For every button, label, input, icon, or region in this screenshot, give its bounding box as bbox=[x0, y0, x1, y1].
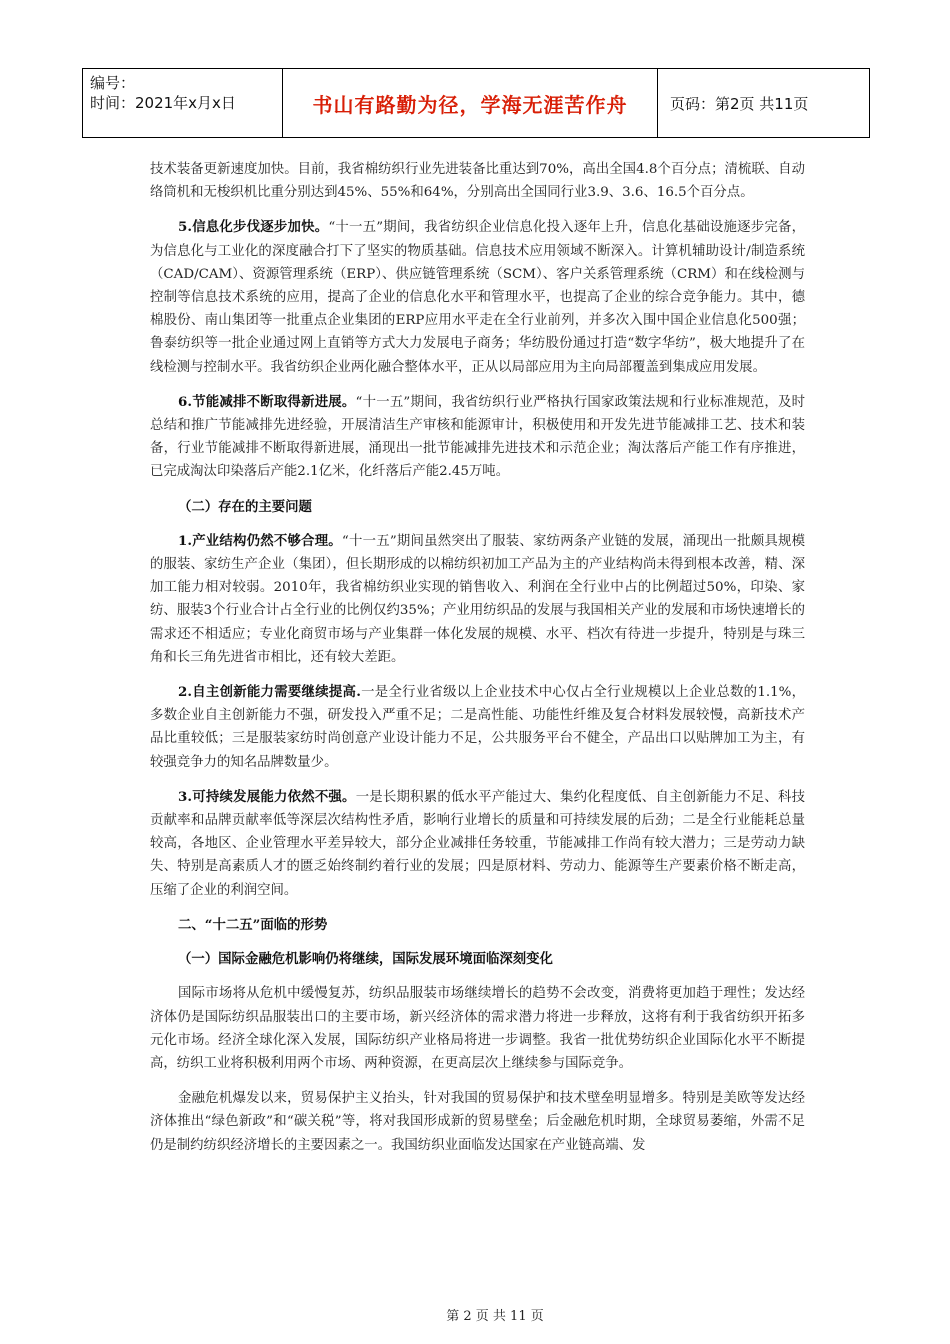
paragraph-structure bbox=[150, 530, 805, 669]
time-label: 时间：2021年x月x日 bbox=[90, 94, 236, 112]
paragraph-title: 6.节能减排不断取得新进展。 bbox=[178, 393, 356, 410]
paragraph-text: 一是全行业省级以上企业技术中心仅占全行业规模以上企业总数的1.1%，多数企业自主创新能力不强，研发投入严重不足；二是高性能、功能性纤维及复合材料发展较慢，高新技术产品比重较低；三是服装家纺时尚创意产业设计能力不足，公共服务平台不健全，产品出口以贴牌加工为主，有较强竞争力的知名品牌数量少。 bbox=[150, 685, 805, 770]
paragraph-text: “十一五”期间，我省纺织行业严格执行国家政策法规和行业标准规范，及时总结和推广节能减排先进经验，开展清洁生产审核和能源审计，积极使用和开发先进节能减排工艺、技术和装备，行业节能减排不断取得新进展，涌现出一批节能减排先进技术和示范企业；淘汰落后产能工作有序推进，已完成淘汰印染落后产能2.1亿米，化纤落后产能2.45万吨。 bbox=[150, 394, 805, 480]
motto: 书山有路勤为径，学海无涯苦作舟 bbox=[283, 69, 658, 137]
paragraph-title: 1.产业结构仍然不够合理。 bbox=[178, 532, 342, 549]
document-body bbox=[150, 158, 805, 1169]
section-heading-problems: （二）存在的主要问题 bbox=[178, 498, 312, 515]
paragraph-trade-protection: 金融危机爆发以来，贸易保护主义抬头，针对我国的贸易保护和技术壁垒明显增多。特别是美欧等发达经济体推出“绿色新政”和“碳关税”等，将对我国形成新的贸易壁垒；后金融危机时期，全球贸易萎缩，外需不足仍是制约纺织经济增长的主要因素之一。我国纺织业面临发达国家在产业链高端、发 bbox=[150, 1091, 805, 1153]
paragraph-innovation bbox=[150, 681, 805, 774]
header-table bbox=[82, 68, 870, 138]
header-meta-cell bbox=[83, 69, 283, 137]
paragraph-title: 3.可持续发展能力依然不强。 bbox=[178, 788, 356, 805]
paragraph-equipment: 技术装备更新速度加快。目前，我省棉纺织行业先进装备比重达到70%，高出全国4.8个百分点；清梳联、自动络筒机和无梭织机比重分别达到45%、55%和64%，分别高出全国同行业3.9、3.6、16.5个百分点。 bbox=[150, 162, 805, 201]
subsection-heading-financial-crisis: （一）国际金融危机影响仍将继续，国际发展环境面临深刻变化 bbox=[178, 951, 553, 968]
paragraph-text: “十一五”期间虽然突出了服装、家纺两条产业链的发展，涌现出一批颇具规模的服装、家纺生产企业（集团），但长期形成的以棉纺织初加工产品为主的产业结构尚未得到根本改善，精、深加工能力相对较弱。2010年，我省棉纺织业实现的销售收入、利润在全行业中占的比例超过50%，印染、家纺、服装3个行业合计占全行业的比例仅约35%；产业用纺织品的发展与我国相关产业的发展和市场快速增长的需求还不相适应；专业化商贸市场与产业集群一体化发展的规模、水平、档次有待进一步提升，特别是与珠三角和长三角先进省市相比，还有较大差距。 bbox=[150, 533, 805, 665]
paragraph-international-market: 国际市场将从危机中缓慢复苏，纺织品服装市场继续增长的趋势不会改变，消费将更加趋于理性；发达经济体仍是国际纺织品服装出口的主要市场，新兴经济体的需求潜力将进一步释放，这将有利于我省纺织开拓多元化市场。经济全球化深入发展，国际纺织产业格局将进一步调整。我省一批优势纺织企业国际化水平不断提高，纺织工业将积极利用两个市场、两种资源，在更高层次上继续参与国际竞争。 bbox=[150, 986, 805, 1071]
paragraph-title: 2.自主创新能力需要继续提高. bbox=[178, 684, 361, 701]
page-info: 页码：第2页 共11页 bbox=[670, 94, 809, 113]
paragraph-sustainability bbox=[150, 786, 805, 902]
section-heading-situation: 二、“十二五”面临的形势 bbox=[178, 916, 328, 933]
paragraph-informatization bbox=[150, 216, 805, 378]
number-label: 编号： bbox=[90, 74, 136, 92]
paragraph-text: 一是长期积累的低水平产能过大、集约化程度低、自主创新能力不足、科技贡献率和品牌贡献率低等深层次结构性矛盾，影响行业增长的质量和可持续发展的后劲；二是全行业能耗总量较高，各地区、企业管理水平差异较大，部分企业减排任务较重，节能减排工作尚有较大潜力；三是劳动力缺失、特别是高素质人才的匮乏始终制约着行业的发展；四是原材料、劳动力、能源等生产要素价格不断走高，压缩了企业的利润空间。 bbox=[150, 789, 805, 898]
page-footer: 第 2 页 共 11 页 bbox=[446, 1309, 544, 1324]
paragraph-energy-saving bbox=[150, 391, 805, 484]
paragraph-text: “十一五”期间，我省纺织企业信息化投入逐年上升，信息化基础设施逐步完备，为信息化与工业化的深度融合打下了坚实的物质基础。信息技术应用领域不断深入。计算机辅助设计/制造系统（CAD/CAM）、资源管理系统（ERP）、供应链管理系统（SCM）、客户关系管理系统（CRM）和在线检测与控制等信息技术系统的应用，提高了企业的信息化水平和管理水平，也提高了企业的综合竞争能力。其中，德棉股份、南山集团等一批重点企业集团的ERP应用水平走在全行业前列，并多次入围中国企业信息化500强；鲁泰纺织等一批企业通过网上直销等方式大力发展电子商务；华纺股份通过打造“数字华纺”，极大地提升了在线检测与控制水平。我省纺织企业两化融合整体水平，正从以局部应用为主向局部覆盖到集成应用发展。 bbox=[150, 220, 805, 375]
paragraph-title: 5.信息化步伐逐步加快。 bbox=[178, 219, 329, 236]
